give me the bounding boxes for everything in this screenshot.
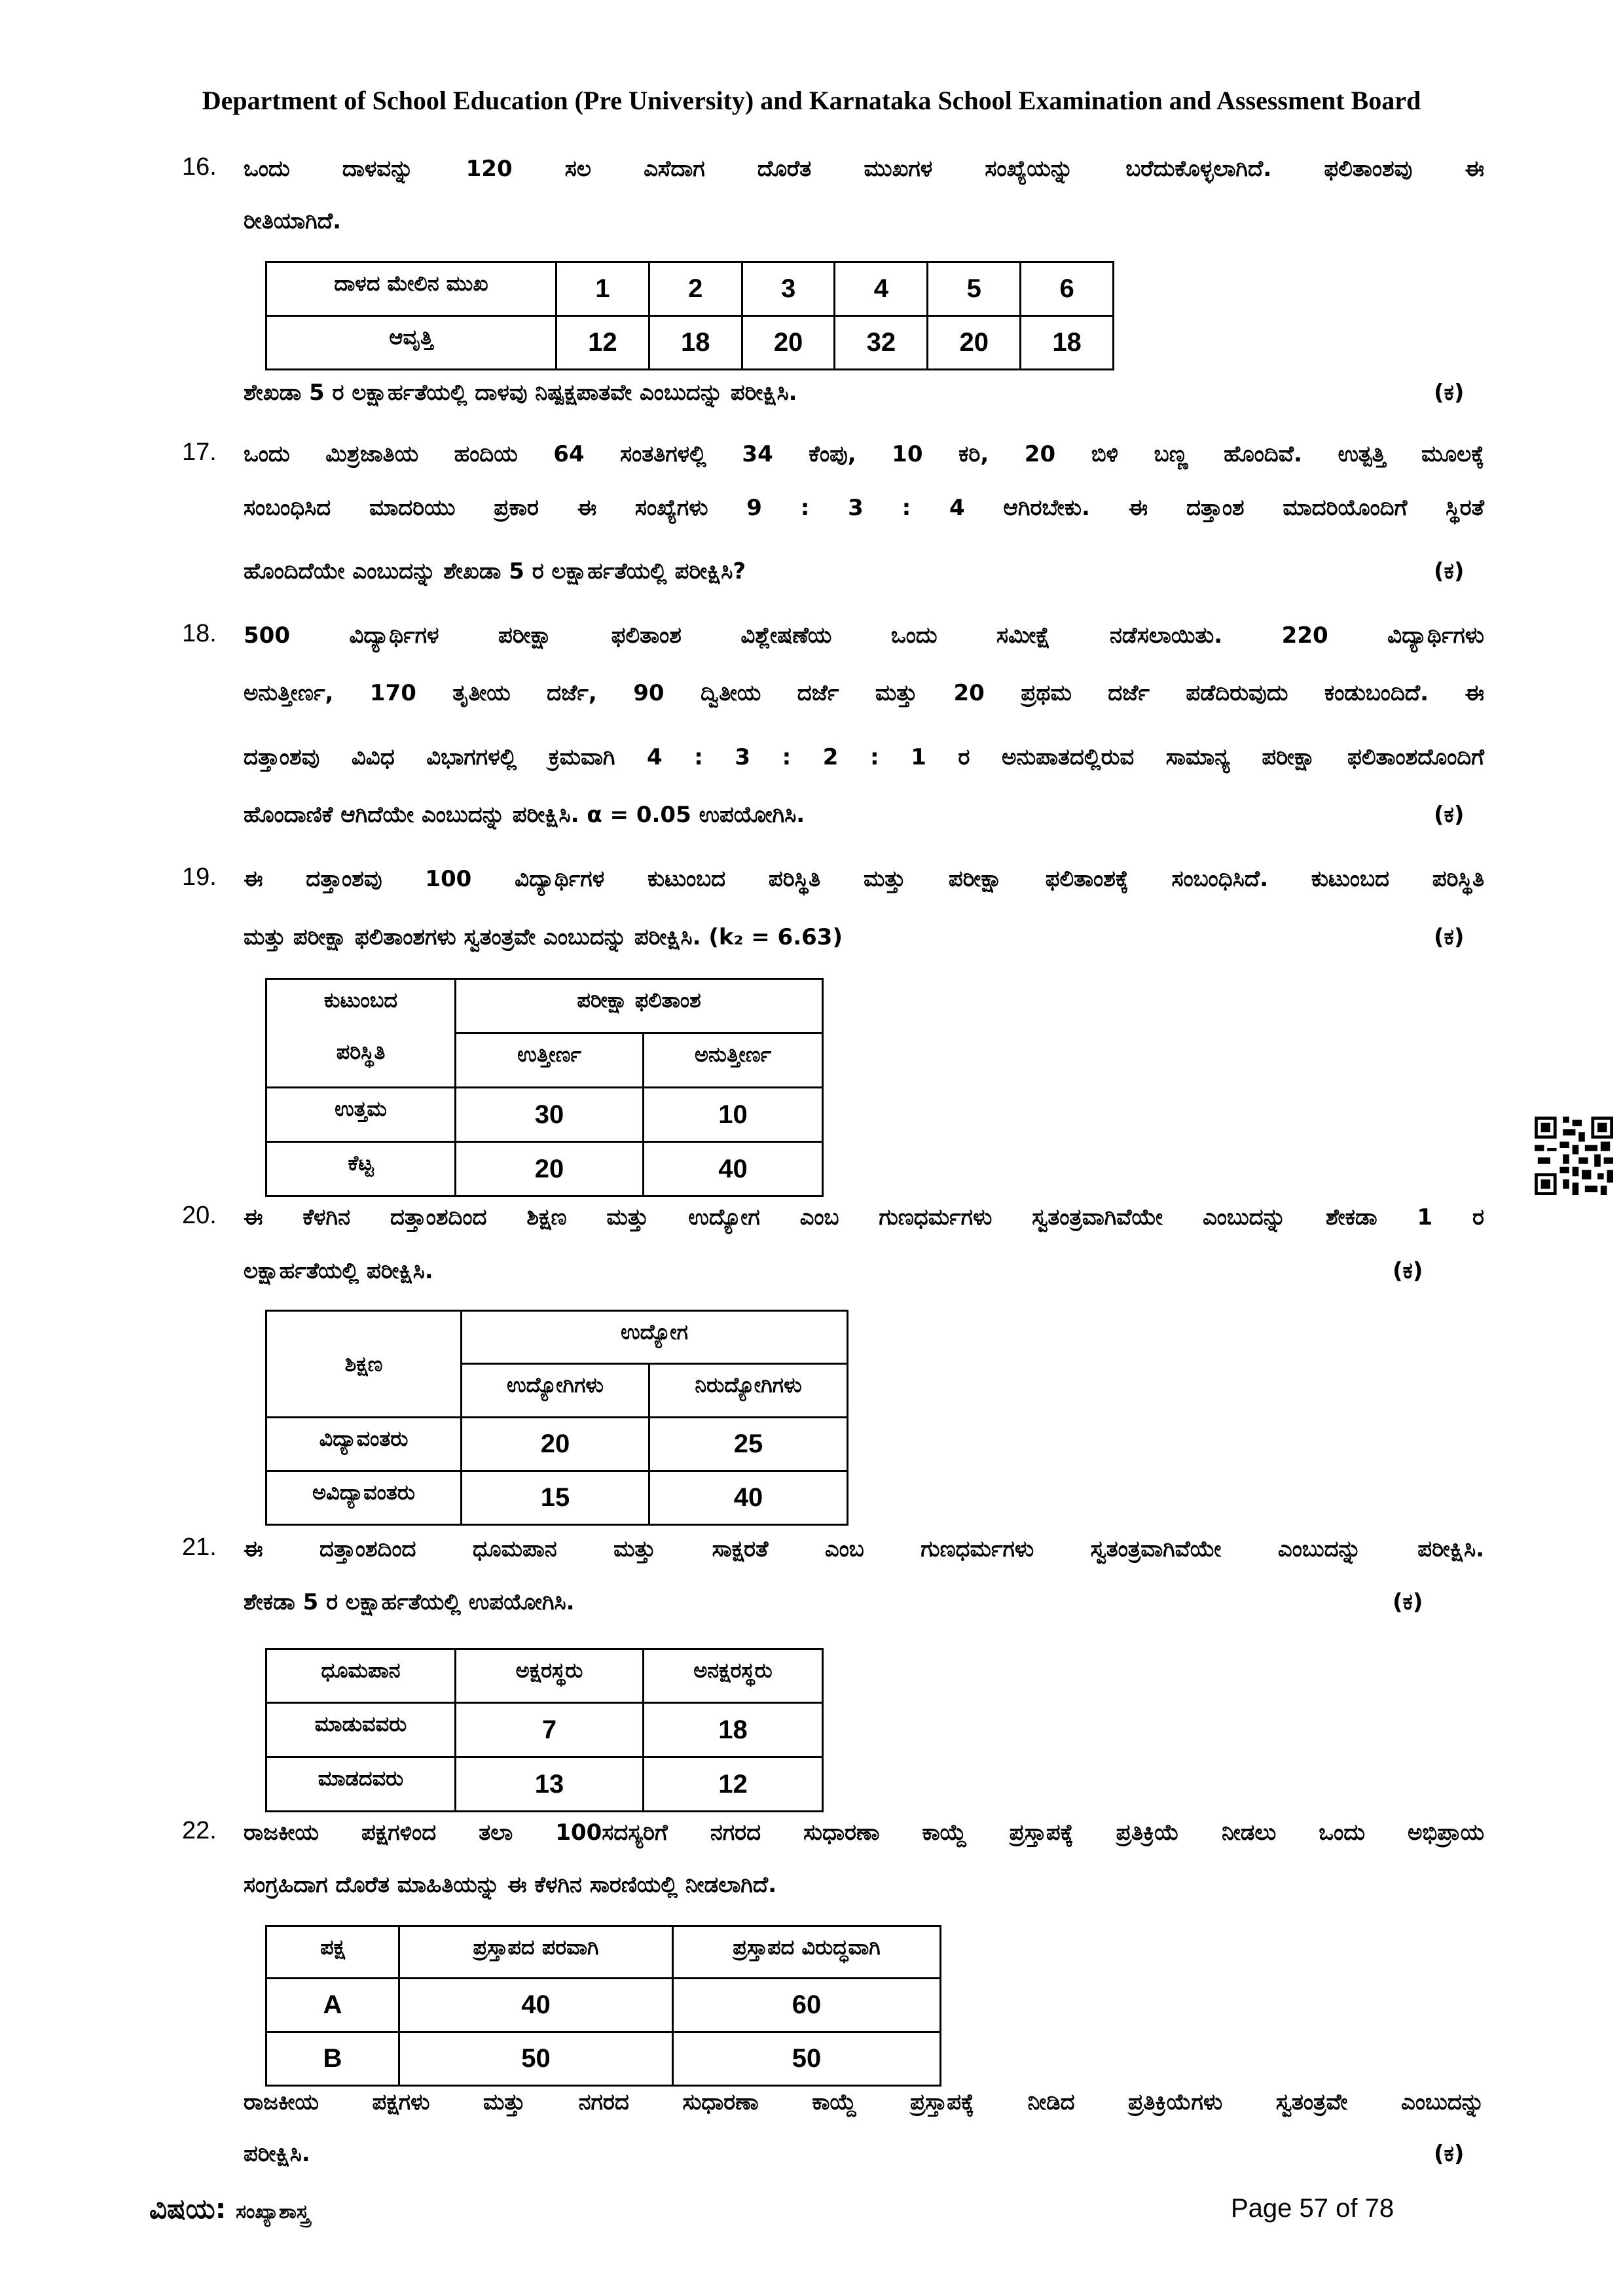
question-text: ಹೊಂದಾಣಿಕೆ ಆಗಿದೆಯೇ ಎಂಬುದನ್ನು ಪರೀಕ್ಷಿಸಿ. α = 0.05 ಉಪಯೋಗಿಸಿ. (244, 802, 805, 828)
row-label: ಕೆಟ್ಟ (266, 1142, 456, 1196)
marks-label: (ಕ) (1434, 802, 1465, 828)
corner-line: ಪರಿಸ್ಥಿತಿ (336, 1039, 386, 1064)
cell: 12 (556, 316, 649, 370)
row-label: ಆವೃತ್ತಿ (266, 316, 556, 370)
cell: 25 (649, 1418, 848, 1471)
cell: 40 (399, 1979, 673, 2032)
cell: 18 (644, 1703, 823, 1757)
cell: 40 (644, 1142, 823, 1196)
family-result-table (265, 978, 824, 1197)
page-number: Page 57 of 78 (1231, 2194, 1395, 2223)
column-header: ಅನಕ್ಷರಸ್ಥರು (644, 1649, 823, 1703)
education-employment-table (265, 1310, 848, 1526)
die-frequency-table (265, 261, 1114, 370)
cell: 1 (556, 262, 649, 316)
question-number: 19. (182, 863, 217, 891)
question-text: ಒಂದು ಮಿಶ್ರಜಾತಿಯ ಹಂದಿಯ 64 ಸಂತತಿಗಳಲ್ಲಿ 34 ಕೆಂಪು, 10 ಕರಿ, 20 ಬಿಳಿ ಬಣ್ಣ ಹೊಂದಿವೆ. ಉತ್ಪತ್ತಿ ಮೂಲಕ್ಕೆ (244, 441, 1484, 467)
cell: 20 (928, 316, 1021, 370)
group-header: ಪರೀಕ್ಷಾ ಫಲಿತಾಂಶ (456, 979, 823, 1033)
marks-label: (ಕ) (1434, 558, 1465, 584)
question-text: ಮತ್ತು ಪರೀಕ್ಷಾ ಫಲಿತಾಂಶಗಳು ಸ್ವತಂತ್ರವೇ ಎಂಬುದನ್ನು ಪರೀಕ್ಷಿಸಿ. (k₂ = 6.63) (244, 924, 843, 950)
question-text: ಲಕ್ಷಾರ್ಹತೆಯಲ್ಲಿ ಪರೀಕ್ಷಿಸಿ. (244, 1258, 433, 1284)
corner-header (266, 979, 456, 1088)
cell: 3 (742, 262, 835, 316)
question-text: ರಾಜಕೀಯ ಪಕ್ಷಗಳಿಂದ ತಲಾ 100ಸದಸ್ಯರಿಗೆ ನಗರದ ಸುಧಾರಣಾ ಕಾಯ್ದೆ ಪ್ರಸ್ತಾಪಕ್ಕೆ ಪ್ರತಿಕ್ರಿಯೆ ನೀಡಲು ಒಂದು ಅಭಿಪ್ರಾಯ (244, 1820, 1484, 1846)
question-text: ಸಂಗ್ರಹಿದಾಗ ದೊರೆತ ಮಾಹಿತಿಯನ್ನು ಈ ಕೆಳಗಿನ ಸಾರಣಿಯಲ್ಲಿ ನೀಡಲಾಗಿದೆ. (244, 1872, 777, 1898)
question-text: ಸಂಬಂಧಿಸಿದ ಮಾದರಿಯು ಪ್ರಕಾರ ಈ ಸಂಖ್ಯೆಗಳು 9 : 3 : 4 ಆಗಿರಬೇಕು. ಈ ದತ್ತಾಂಶ ಮಾದರಿಯೊಂದಿಗೆ ಸ್ಥಿರತೆ (244, 495, 1484, 521)
smoking-literacy-table (265, 1648, 824, 1812)
column-header: ಉತ್ತೀರ್ಣ (456, 1033, 644, 1088)
question-text: ಶೇಕಡಾ 5 ರ ಲಕ್ಷಾರ್ಹತೆಯಲ್ಲಿ ಉಪಯೋಗಿಸಿ. (244, 1589, 575, 1615)
cell: 6 (1021, 262, 1114, 316)
cell: 20 (462, 1418, 649, 1471)
question-text: ಈ ದತ್ತಾಂಶವು 100 ವಿದ್ಯಾರ್ಥಿಗಳ ಕುಟುಂಬದ ಪರಿಸ್ಥಿತಿ ಮತ್ತು ಪರೀಕ್ಷಾ ಫಲಿತಾಂಶಕ್ಕೆ ಸಂಬಂಧಿಸಿದೆ. ಕುಟುಂಬದ ಪರಿಸ್ಥಿತಿ (244, 866, 1484, 892)
question-text: ಒಂದು ದಾಳವನ್ನು 120 ಸಲ ಎಸೆದಾಗ ದೊರೆತ ಮುಖಗಳ ಸಂಖ್ಯೆಯನ್ನು ಬರೆದುಕೊಳ್ಳಲಾಗಿದೆ. ಫಲಿತಾಂಶವು ಈ (244, 156, 1484, 182)
question-number: 17. (182, 439, 217, 466)
column-header: ಪಕ್ಷ (266, 1926, 399, 1979)
cell: 7 (456, 1703, 644, 1757)
subject-name: ಸಂಖ್ಯಾಶಾಸ್ತ್ರ (236, 2200, 310, 2223)
cell: 40 (649, 1471, 848, 1525)
cell: 2 (649, 262, 742, 316)
question-text: ಅನುತ್ತೀರ್ಣ, 170 ತೃತೀಯ ದರ್ಜೆ, 90 ದ್ವಿತೀಯ ದರ್ಜೆ ಮತ್ತು 20 ಪ್ರಥಮ ದರ್ಜೆ ಪಡೆದಿರುವುದು ಕಂಡುಬಂದಿದೆ. ಈ (244, 680, 1484, 706)
footer-subject (149, 2193, 309, 2225)
question-text: ಈ ಕೆಳಗಿನ ದತ್ತಾಂಶದಿಂದ ಶಿಕ್ಷಣ ಮತ್ತು ಉದ್ಯೋಗ ಎಂಬ ಗುಣಧರ್ಮಗಳು ಸ್ವತಂತ್ರವಾಗಿವೆಯೇ ಎಂಬುದನ್ನು ಶೇಕಡಾ 1 ರ (244, 1204, 1484, 1230)
marks-label: (ಕ) (1434, 380, 1465, 406)
party-response-table (265, 1925, 941, 2087)
cell: 30 (456, 1088, 644, 1142)
cell: 18 (649, 316, 742, 370)
cell: 5 (928, 262, 1021, 316)
question-text: ರಾಜಕೀಯ ಪಕ್ಷಗಳು ಮತ್ತು ನಗರದ ಸುಧಾರಣಾ ಕಾಯ್ದೆ ಪ್ರಸ್ತಾಪಕ್ಕೆ ನೀಡಿದ ಪ್ರತಿಕ್ರಿಯೆಗಳು ಸ್ವತಂತ್ರವೇ ಎಂಬುದನ್ನು (244, 2089, 1484, 2115)
row-label: B (266, 2032, 399, 2086)
column-header: ಉದ್ಯೋಗಿಗಳು (462, 1364, 649, 1418)
row-label: ಮಾಡುವವರು (266, 1703, 456, 1757)
row-label: ಅವಿದ್ಯಾವಂತರು (266, 1471, 462, 1525)
question-number: 18. (182, 620, 217, 647)
cell: 18 (1021, 316, 1114, 370)
column-header: ಪ್ರಸ್ತಾಪದ ವಿರುದ್ಧವಾಗಿ (673, 1926, 941, 1979)
cell: 50 (399, 2032, 673, 2086)
page-header: Department of School Education (Pre University) and Karnataka School Examination and Assessment Board (202, 86, 1421, 115)
column-header: ಅನುತ್ತೀರ್ಣ (644, 1033, 823, 1088)
cell: 4 (835, 262, 928, 316)
question-text: ಪರೀಕ್ಷಿಸಿ. (244, 2141, 310, 2167)
question-number: 20. (182, 1202, 217, 1229)
marks-label: (ಕ) (1434, 2141, 1465, 2167)
cell: 32 (835, 316, 928, 370)
cell: 20 (456, 1142, 644, 1196)
corner-line: ಕುಟುಂಬದ (323, 988, 398, 1013)
cell: 15 (462, 1471, 649, 1525)
question-text: 500 ವಿದ್ಯಾರ್ಥಿಗಳ ಪರೀಕ್ಷಾ ಫಲಿತಾಂಶ ವಿಶ್ಲೇಷಣೆಯ ಒಂದು ಸಮೀಕ್ಷೆ ನಡೆಸಲಾಯಿತು. 220 ವಿದ್ಯಾರ್ಥಿಗಳು (244, 622, 1484, 649)
question-number: 22. (182, 1817, 217, 1844)
subject-label: ವಿಷಯ: (149, 2193, 227, 2225)
question-text: ದತ್ತಾಂಶವು ವಿವಿಧ ವಿಭಾಗಗಳಲ್ಲಿ ಕ್ರಮವಾಗಿ 4 : 3 : 2 : 1 ರ ಅನುಪಾತದಲ್ಲಿರುವ ಸಾಮಾನ್ಯ ಪರೀಕ್ಷಾ ಫಲಿತಾಂಶದೊಂದಿಗೆ (244, 744, 1484, 770)
column-header: ಧೂಮಪಾನ (266, 1649, 456, 1703)
column-header: ಅಕ್ಷರಸ್ಥರು (456, 1649, 644, 1703)
marks-label: (ಕ) (1434, 924, 1465, 950)
marks-label: (ಕ) (1393, 1589, 1423, 1615)
row-label: ಉತ್ತಮ (266, 1088, 456, 1142)
question-text: ಶೇಖಡಾ 5 ರ ಲಕ್ಷಾರ್ಹತೆಯಲ್ಲಿ ದಾಳವು ನಿಷ್ಪಕ್ಷಪಾತವೇ ಎಂಬುದನ್ನು ಪರೀಕ್ಷಿಸಿ. (244, 380, 797, 406)
row-label: ದಾಳದ ಮೇಲಿನ ಮುಖ (266, 262, 556, 316)
question-number: 21. (182, 1534, 217, 1561)
cell: 60 (673, 1979, 941, 2032)
question-number: 16. (182, 153, 217, 181)
column-header: ಪ್ರಸ್ತಾಪದ ಪರವಾಗಿ (399, 1926, 673, 1979)
question-text: ರೀತಿಯಾಗಿದೆ. (244, 208, 342, 234)
row-label: A (266, 1979, 399, 2032)
cell: 13 (456, 1757, 644, 1812)
cell: 20 (742, 316, 835, 370)
cell: 12 (644, 1757, 823, 1812)
question-text: ಹೊಂದಿದೆಯೇ ಎಂಬುದನ್ನು ಶೇಖಡಾ 5 ರ ಲಕ್ಷಾರ್ಹತೆಯಲ್ಲಿ ಪರೀಕ್ಷಿಸಿ? (244, 558, 746, 584)
group-header: ಉದ್ಯೋಗ (462, 1311, 848, 1364)
row-label: ವಿದ್ಯಾವಂತರು (266, 1418, 462, 1471)
marks-label: (ಕ) (1393, 1258, 1423, 1284)
question-text: ಈ ದತ್ತಾಂಶದಿಂದ ಧೂಮಪಾನ ಮತ್ತು ಸಾಕ್ಷರತೆ ಎಂಬ ಗುಣಧರ್ಮಗಳು ಸ್ವತಂತ್ರವಾಗಿವೆಯೇ ಎಂಬುದನ್ನು ಪರೀಕ್ಷಿಸಿ. (244, 1536, 1484, 1562)
column-header: ನಿರುದ್ಯೋಗಿಗಳು (649, 1364, 848, 1418)
qr-code-icon (1535, 1117, 1613, 1195)
corner-header: ಶಿಕ್ಷಣ (266, 1311, 462, 1418)
cell: 10 (644, 1088, 823, 1142)
cell: 50 (673, 2032, 941, 2086)
row-label: ಮಾಡದವರು (266, 1757, 456, 1812)
